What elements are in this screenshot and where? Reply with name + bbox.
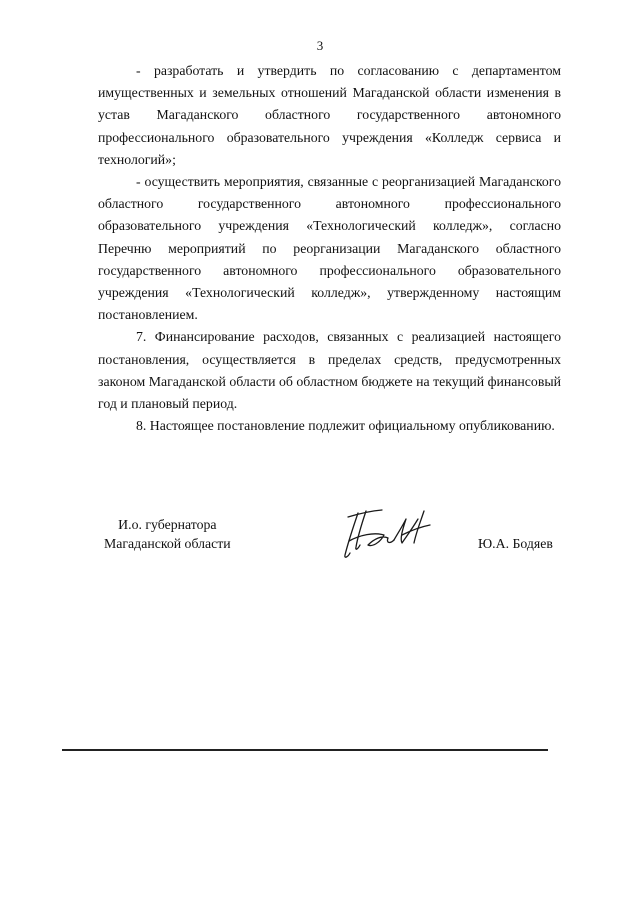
document-body — [98, 60, 561, 437]
page-number: 3 — [316, 38, 324, 53]
paragraph-charter-amendment: - разработать и утвердить по согласованию с департаментом имущественных и земельных отношений Магаданской области изменения в устав Магаданского областного государственного автономного профессионального образовательного учреждения «Колледж сервиса и технологий»; — [98, 63, 561, 167]
paragraph-reorganization-measures: - осуществить мероприятия, связанные с реорганизацией Магаданского областного государственного автономного профессионального образовательного учреждения «Технологический колледж», согласно Перечню мероприятий по реорганизации Магаданского областного государственного автономного профессионального образовательного учреждения «Технологический колледж», утвержденному настоящим постановлением. — [98, 174, 561, 323]
footer-divider — [62, 749, 548, 751]
signer-title-line2: Магаданской области — [104, 536, 231, 551]
signature-block — [0, 515, 640, 575]
signer-name: Ю.А. Бодяев — [478, 536, 553, 551]
handwritten-signature-icon — [340, 505, 436, 563]
signer-title — [104, 515, 231, 553]
paragraph-financing: 7. Финансирование расходов, связанных с реализацией настоящего постановления, осуществляется в пределах средств, предусмотренных законом Магаданской области об областном бюджете на текущий финансовый год и плановый период. — [98, 329, 561, 412]
paragraph-publication: 8. Настоящее постановление подлежит официальному опубликованию. — [136, 418, 555, 434]
signer-title-line1: И.о. губернатора — [118, 517, 217, 532]
